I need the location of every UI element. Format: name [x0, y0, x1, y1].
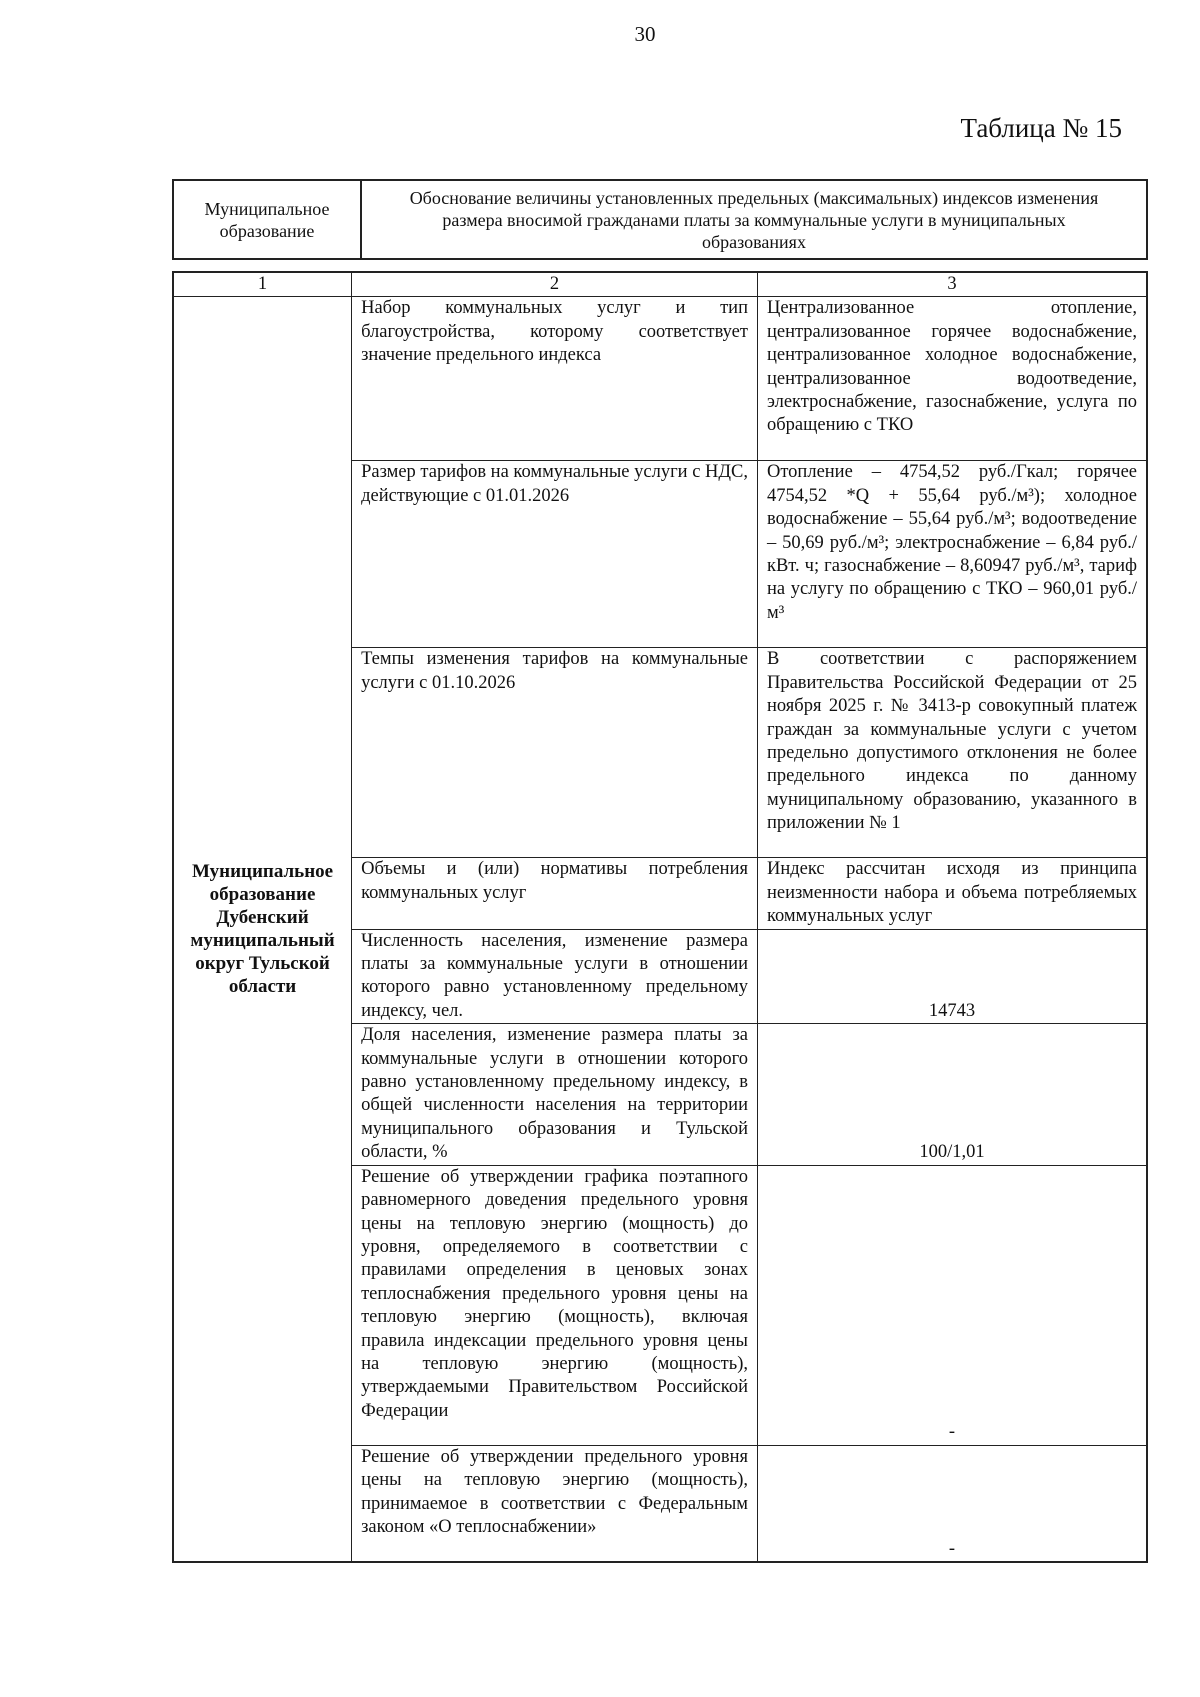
- row-label: Объемы и (или) нормативы потребления коммунальных услуг: [352, 858, 758, 929]
- table-row: [173, 297, 1147, 461]
- row-value: 14743: [757, 929, 1147, 1024]
- header-justification: Обоснование величины установленных предельных (максимальных) индексов изменения размера вносимой гражданами платы за коммунальные услуги в муниципальных образованиях: [361, 180, 1147, 259]
- row-label: Численность населения, изменение размера платы за коммунальные услуги в отношении которого равно установленному предельному индексу, чел.: [352, 929, 758, 1024]
- municipality-name: Муниципальное образование Дубенский муниципальный округ Тульской области: [173, 297, 352, 1562]
- row-label: Доля населения, изменение размера платы за коммунальные услуги в отношении которого равно установленному предельному индексу, в общей численности населения на территории муниципального образования и Тульской области, %: [352, 1024, 758, 1165]
- table-title: Таблица № 15: [960, 113, 1122, 143]
- column-number: 2: [352, 272, 758, 297]
- row-label: Темпы изменения тарифов на коммунальные услуги с 01.10.2026: [352, 648, 758, 858]
- row-label: Решение об утверждении предельного уровня цены на тепловую энергию (мощность), принимаемое в соответствии с Федеральным законом «О теплоснабжении»: [352, 1445, 758, 1562]
- row-value: 100/1,01: [757, 1024, 1147, 1165]
- row-value: Индекс рассчитан исходя из принципа неизменности набора и объема потребляемых коммунальных услуг: [757, 858, 1147, 929]
- column-number: 1: [173, 272, 352, 297]
- row-value: -: [757, 1445, 1147, 1562]
- row-value: Централизованное отопление, централизованное горячее водоснабжение, централизованное холодное водоснабжение, централизованное водоотведение, электроснабжение, газоснабжение, услуга по обращению с ТКО: [757, 297, 1147, 461]
- column-number: 3: [757, 272, 1147, 297]
- row-label: Решение об утверждении графика поэтапного равномерного доведения предельного уровня цены на тепловую энергию (мощность) до уровня, определяемого в соответствии с правилами определения в ценовых зонах теплоснабжения предельного уровня цены на тепловую энергию (мощность), включая правила индексации предельного уровня цены на тепловую энергию (мощность), утверждаемыми Правительством Российской Федерации: [352, 1165, 758, 1445]
- column-number-row: [173, 272, 1147, 297]
- row-value: Отопление – 4754,52 руб./Гкал; горячее 4754,52 *Q + 55,64 руб./м³); холодное водоснабжение – 55,64 руб./м³; водоотведение – 50,69 руб./м³; электроснабжение – 6,84 руб./кВт. ч; газоснабжение – 8,60947 руб./м³, тариф на услугу по обращению с ТКО – 960,01 руб./м³: [757, 461, 1147, 648]
- row-label: Набор коммунальных услуг и тип благоустройства, которому соответствует значение предельного индекса: [352, 297, 758, 461]
- page-number: 30: [634, 22, 656, 46]
- row-value: -: [757, 1165, 1147, 1445]
- header-table: [172, 179, 1148, 260]
- data-table: [172, 271, 1148, 1563]
- row-value: В соответствии с распоряжением Правительства Российской Федерации от 25 ноября 2025 г. № 3413-р совокупный платеж граждан за коммунальные услуги с учетом предельно допустимого отклонения не более предельного индекса по данному муниципальному образованию, указанного в приложении № 1: [757, 648, 1147, 858]
- header-municipality: Муниципальное образование: [173, 180, 361, 259]
- row-label: Размер тарифов на коммунальные услуги с НДС, действующие с 01.01.2026: [352, 461, 758, 648]
